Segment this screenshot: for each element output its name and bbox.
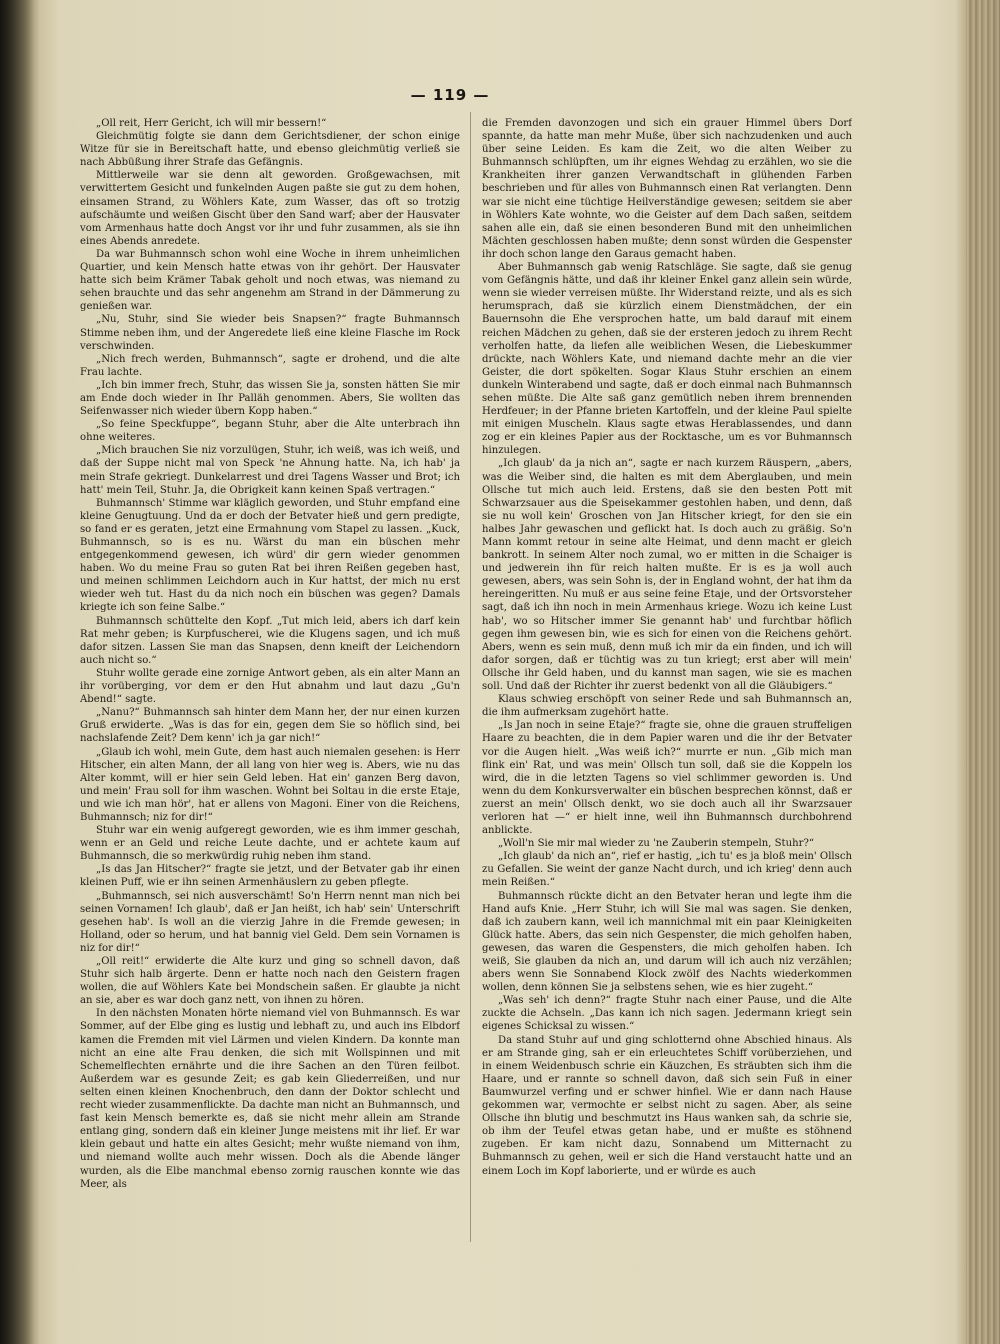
- paragraph: „Woll'n Sie mir mal wieder zu 'ne Zauberin stempeln, Stuhr?“: [498, 838, 815, 850]
- paragraph: „Buhmannsch, sei nich ausverschämt! So'n Herrn nennt man nich bei seinen Vornamen! Ich glaub', daß er Jan heißt, ich hab' sein' Unterschrift gesehen hab'. Is woll an die vierzig Jahre in die Fremde gewesen; in Holland, oder so herum, und hat bannig viel Geld. Dem sein Vornamen is niz for dir!“: [80, 890, 460, 954]
- paragraph: Da war Buhmannsch schon wohl eine Woche in ihrem unheimlichen Quartier, und kein Mensch hatte etwas von ihr gehört. Der Hausvater hatte sich beim Krämer Tabak geholt und noch etwas, was niemand zu sehen brauchte und das sehr angenehm am Strand in der Dämmerung zu genießen war.: [80, 248, 460, 313]
- paragraph: „Ich glaub' da nich an“, rief er hastig, „ich tu' es ja bloß mein' Ollsch zu Gefallen. Sie weint der ganze Nacht durch, und ich krieg' denn auch mein Reißen.“: [482, 851, 852, 889]
- text-column-right: [482, 117, 852, 1239]
- page-stack-edge: [966, 0, 1000, 1344]
- paragraph: „Glaub ich wohl, mein Gute, dem hast auch niemalen gesehen: is Herr Hitscher, ein alten Mann, der all lang von hier weg is. Abers, wie nu das Alter kommt, will er hier sein Geld leben. Hat ein' ganzen Berg davon, und mein' Frau soll for ihm waschen. Wohnt bei Soltau in die erste Etaje, und wie ich man hör', hat er allens von Magoni. Einer von die Reichens, Buhmannsch; niz for dir!“: [80, 746, 460, 823]
- paragraph: Buhmannsch rückte dicht an den Betvater heran und legte ihm die Hand aufs Knie. „Herr Stuhr, ich will Sie mal was sagen. Sie denken, daß ich zaubern kann, weil ich mannichmal mit ein paar Kleinigkeiten Glück hatte. Abers, das sein nich Gespenster, die mich geholfen haben, gewesen, das waren die Gespensters, die mich geholfen haben. Ich weiß, Sie glauben da nich an, und darum will ich auch niz verzählen; abers wenn Sie Sonnabend Klock zwölf des Nachts wiederkommen wollen, denn können Sie ja selbstens sehen, wie es hier zugeht.“: [482, 890, 852, 994]
- paragraph: „Mich brauchen Sie niz vorzulügen, Stuhr, ich weiß, was ich weiß, und daß der Suppe nicht mal von Speck 'ne Ahnung hatte. Na, ich hab' ja mein Strafe gekriegt. Dunkelarrest und drei Tagens Wasser und Brot; ich hatt' mein Teil, Stuhr. Ja, die Obrigkeit kann keinen Spaß vertragen.“: [80, 445, 460, 496]
- paragraph: „Nich frech werden, Buhmannsch“, sagte er drohend, und die alte Frau lachte.: [80, 353, 460, 378]
- paragraph: „Nu, Stuhr, sind Sie wieder beis Snapsen?“ fragte Buhmannsch Stimme neben ihm, und der Angeredete ließ eine kleine Flasche im Rock verschwinden.: [80, 314, 460, 352]
- paragraph: Gleichmütig folgte sie dann dem Gerichtsdiener, der schon einige Witze für sie in Bereitschaft hatte, und ebenso gleichmütig verließ sie nach Abbüßung ihrer Strafe das Gefängnis.: [80, 131, 460, 169]
- paragraph: Aber Buhmannsch gab wenig Ratschläge. Sie sagte, daß sie genug vom Gefängnis hätte, und daß ihr kleiner Enkel ganz allein sein würde, wenn sie wieder verreisen müßte. Ihr Widerstand reizte, und als es sich herumsprach, daß sie kürzlich einem Dienstmädchen, der ein Bauernsohn die Ehe versprochen hatte, um bald darauf mit einem reichen Mädchen zu gehen, daß sie der ersteren jedoch zu ihrem Recht verholfen hatte, da liefen alle weiblichen Wesen, die Liebeskummer drückte, nach Wöhlers Kate, und niemand dachte mehr an die vier Geister, die dort spökelten. Sogar Klaus Stuhr erschien an einem dunkeln Winterabend und sagte, daß er doch einmal nach Buhmannsch sehen müßte. Die Alte saß ganz gemütlich neben ihrem brennenden Herdfeuer; in der Pfanne brieten Kartoffeln, und der kleine Paul spielte mit einigen Muscheln. Klaus sagte etwas Herablassendes, und dann zog er ein kleines Papier aus der Rocktasche, um es vor Buhmannsch hinzulegen.: [482, 262, 852, 457]
- paragraph: Stuhr wollte gerade eine zornige Antwort geben, als ein alter Mann an ihr vorüberging, vor dem er den Hut abnahm und laut dazu „Gu'n Abend!“ sagte.: [80, 667, 460, 706]
- paragraph: Da stand Stuhr auf und ging schlotternd ohne Abschied hinaus. Als er am Strande ging, sah er ein erleuchtetes Schiff vorüberziehen, und in einem Weidenbusch schrie ein Käuzchen, Es sträubten sich ihm die Haare, und er rannte so schnell davon, daß sich sein Fuß in einer Baumwurzel verfing und er schwer hinfiel. Wie er dann nach Hause gekommen war, vermochte er selbst nicht zu sagen. Aber, als seine Ollsche ihn blutig und beschmutzt ins Haus wanken sah, da schrie sie, ob ihm der Teufel etwas getan habe, und er mußte es stöhnend zugeben. Er kam nicht dazu, Sonnabend um Mitternacht zu Buhmannsch zu gehen, weil er sich die Hand verstaucht hatte und an einem Loch im Kopf laborierte, und er würde es auch: [482, 1034, 852, 1177]
- paragraph: „Is Jan noch in seine Etaje?“ fragte sie, ohne die grauen struffeligen Haare zu beachten, die in dem Papier waren und die ihr der Betvater vor die Augen hielt. „Was weiß ich?“ murrte er nun. „Gib mich man flink ein' Rat, und was mein' Ollsch tun soll, daß sie die Koppeln los wird, die in die letzten Tagens so viel schlimmer geworden is. Und wenn du dem Konkursverwalter ein büschen besprechen könnst, daß er zuerst an mein' Ollsch denkt, wo sie doch auch all ihr Swarzsauer verloren hat —“ er hielt inne, weil ihn Buhmannsch durchbohrend anblickte.: [482, 720, 852, 837]
- paragraph: Stuhr war ein wenig aufgeregt geworden, wie es ihm immer geschah, wenn er an Geld und reiche Leute dachte, und er achtete kaum auf Buhmannsch, die so merkwürdig ruhig neben ihm stand.: [80, 825, 460, 863]
- paragraph: „Is das Jan Hitscher?“ fragte sie jetzt, und der Betvater gab ihr einen kleinen Puff, wie er ihn seinen Armenhäuslern zu geben pflegte.: [80, 864, 460, 889]
- column-divider: [470, 112, 471, 1242]
- paragraph: „So feine Speckfuppe“, begann Stuhr, aber die Alte unterbrach ihn ohne weiteres.: [80, 419, 460, 444]
- paragraph: „Oll reit, Herr Gericht, ich will mir bessern!“: [96, 118, 327, 129]
- paragraph: die Fremden davonzogen und sich ein grauer Himmel übers Dorf spannte, da hatte man mehr Muße, über sich nachzudenken und auch über seine Leiden. Es kam die Zeit, wo die alten Weiber zu Buhmannsch schlüpften, um ihr eignes Wehdag zu erzählen, wo sie die Krankheiten ihrer ganzen Verwandtschaft in glühenden Farben beschrieben und für alles von Buhmannsch einen Rat verlangten. Denn war sie nicht eine tüchtige Heilverständige gewesen; seitdem sie aber in Wöhlers Kate wohnte, wo die Geister auf dem Dach saßen, seitdem sahen alle ein, daß sie einen besonderen Bund mit den unheimlichen Mächten geschlossen haben mußte; denn sonst würden die Gespenster ihr doch schon lange den Garaus gemacht haben.: [482, 118, 852, 260]
- page-number: — 119 —: [410, 86, 490, 104]
- text-column-left: [80, 117, 460, 1239]
- paragraph: „Oll reit!“ erwiderte die Alte kurz und ging so schnell davon, daß Stuhr sich halb ärgerte. Denn er hatte noch nach den Geistern fragen wollen, die auf Wöhlers Kate bei Mondschein saßen. Er glaubte ja nicht an sie, aber es war doch ganz nett, von ihnen zu hören.: [80, 956, 460, 1007]
- book-binding-shadow: [0, 0, 34, 1344]
- paragraph: In den nächsten Monaten hörte niemand viel von Buhmannsch. Es war Sommer, auf der Elbe ging es lustig und lebhaft zu, und auch ins Elbdorf kamen die Fremden mit viel Lärmen und vielen Kindern. Da konnte man nicht an eine alte Frau denken, die sich mit Wollspinnen und mit Schemelflechten ernährte und die ihre Sachen an den Türen feilbot. Außerdem war es gesunde Zeit; es gab kein Gliederreißen, und nur selten einen kleinen Knochenbruch, den dann der Doktor schlecht und recht wieder zusammenflickte. Da dachte man nicht an Buhmannsch, und fast kein Mensch bemerkte es, daß sie nicht mehr allein am Strande entlang ging, sondern daß ein kleiner Junge meistens mit ihr lief. Er war klein gebaut und hatte ein altes Gesicht; mehr wußte niemand von ihm, und niemand wollte auch mehr wissen. Doch als die Abende länger wurden, als die Elbe manchmal ebenso zornig rauschen konnte wie das Meer, als: [80, 1008, 460, 1190]
- paragraph: „Ich glaub' da ja nich an“, sagte er nach kurzem Räuspern, „abers, was die Weiber sind, die halten es mit dem Aberglauben, und mein Ollsche tut mich auch leid. Erstens, daß sie den besten Pott mit Schwarzsauer aus die Speisekammer gestohlen haben, und denn, daß sie nu woll kein' Groschen von Jan Hitscher kriegt, for den sie ein halbes Jahr gewaschen und geflickt hat. Is doch auch zu gräßig. So'n Mann kommt retour in seine alte Heimat, und denn macht er gleich bankrott. In seinem Alter noch zumal, wo er mitten in die Schaiger is und jedwerein ihn für reich halten mußte. Er is es ja woll auch gewesen, abers, was sein Sohn is, der in England wohnt, der hat ihm da hereingeritten. Nu muß er aus seine feine Etaje, und der Ortsvorsteher sagt, daß ich ihn noch in mein Armenhaus kriege. Wozu ich keine Lust hab', wo so Hitscher immer Sie genannt hab' und furchtbar höflich gegen ihm gewesen bin, wie es sich for einen von die Reichens gehört. Abers, wenn es sein muß, denn muß ich mir da ein finden, und ich will dafor sorgen, daß er tüchtig was zu tun kriegt; erst aber will mein' Ollsche ihr Geld haben, und du kannst man sagen, wie sie es machen soll. Und daß der Richter ihr zuerst bedenkt von all die Gläubigers.“: [482, 458, 852, 693]
- paragraph: „Ich bin immer frech, Stuhr, das wissen Sie ja, sonsten hätten Sie mir am Ende doch wieder in Ihr Palläh genommen. Abers, Sie wollten das Seifenwasser nich wieder übern Kopp haben.“: [80, 379, 460, 418]
- paragraph: Buhmannsch' Stimme war kläglich geworden, und Stuhr empfand eine kleine Genugtuung. Und da er doch der Betvater hieß und gern predigte, so fand er es geraten, jetzt eine Ermahnung vom Stapel zu lassen. „Kuck, Buhmannsch, so is es nu. Wärst du man ein büschen mehr entgegenkommend gewesen, ich würd' dir gern wieder genommen haben. Wo du meine Frau so guten Rat bei ihren Reißen gegeben hast, und meinen schlimmen Leichdorn auch in Kur hattst, der mich nu erst wieder weh tut. Hast du da nich noch ein büschen was gegen? Damals kriegte ich son feine Salbe.“: [80, 497, 460, 614]
- paragraph: Buhmannsch schüttelte den Kopf. „Tut mich leid, abers ich darf kein Rat mehr geben; is Kurpfuscherei, wie die Klugens sagen, und ich muß dafor sitzen. Lassen Sie man das Snapsen, denn kneift der Leichendorn auch nicht so.“: [80, 615, 460, 666]
- paragraph: „Was seh' ich denn?“ fragte Stuhr nach einer Pause, und die Alte zuckte die Achseln. „Das kann ich nich sagen. Jedermann kriegt sein eigenes Schicksal zu wissen.“: [482, 995, 852, 1033]
- paragraph: Mittlerweile war sie denn alt geworden. Großgewachsen, mit verwittertem Gesicht und funkelnden Augen paßte sie gut zu dem hohen, einsamen Strand, zu Wöhlers Kate, zum Wasser, das oft so trotzig aufschäumte und weißen Gischt über den Sand warf; aber der Hausvater vom Armenhaus hatte doch Angst vor ihr und fuhr zusammen, als sie ihn eines Abends anredete.: [80, 170, 460, 247]
- paragraph: „Nanu?“ Buhmannsch sah hinter dem Mann her, der nur einen kurzen Gruß erwiderte. „Was is das for ein, gegen dem Sie so höflich sind, bei nachslafende Zeit? Dem kenn' ich ja gar nich!“: [80, 707, 460, 745]
- paragraph: Klaus schwieg erschöpft von seiner Rede und sah Buhmannsch an, die ihm aufmerksam zugehört hatte.: [482, 694, 852, 719]
